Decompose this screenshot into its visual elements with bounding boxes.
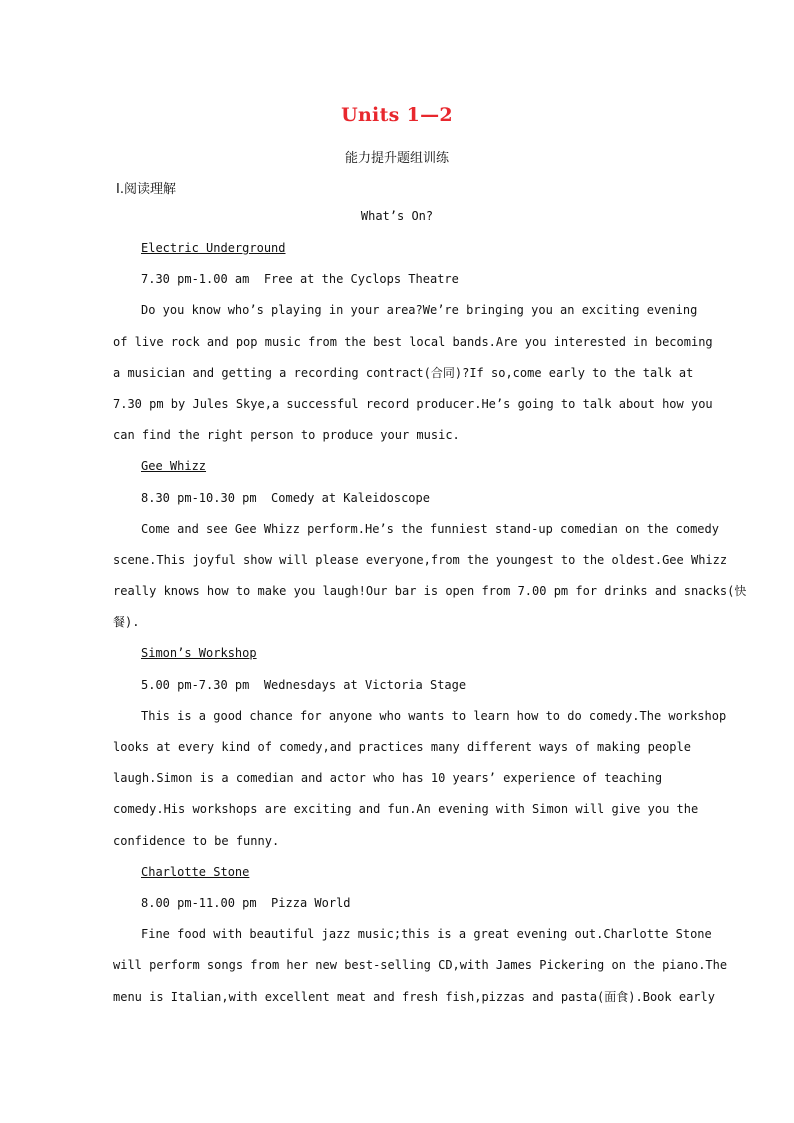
- body-text-line: 餐).: [113, 615, 140, 630]
- body-text-line: laugh.Simon is a comedian and actor who has 10 years’ experience of teaching: [113, 771, 663, 786]
- body-text-line: menu is Italian,with excellent meat and fresh fish,pizzas and pasta(面食).Book early: [113, 989, 715, 1004]
- event-heading: Gee Whizz: [141, 459, 207, 474]
- body-text-line: confidence to be funny.: [113, 833, 280, 848]
- section-heading: Ⅰ.阅读理解: [116, 182, 176, 197]
- body-text-line: Fine food with beautiful jazz music;this is a great evening out.Charlotte Stone: [141, 927, 712, 942]
- body-text-line: comedy.His workshops are exciting and fun.An evening with Simon will give you the: [113, 802, 699, 817]
- body-text-line: 7.30 pm-1.00 am Free at the Cyclops Theatre: [141, 272, 459, 287]
- event-heading: Charlotte Stone: [141, 864, 250, 879]
- body-text-line: looks at every kind of comedy,and practices many different ways of making people: [113, 740, 691, 754]
- body-text-line: 5.00 pm-7.30 pm Wednesdays at Victoria Stage: [141, 677, 467, 692]
- article-title: What’s On?: [360, 209, 434, 223]
- body-text-line: can find the right person to produce your music.: [113, 428, 460, 443]
- event-heading: Simon’s Workshop: [141, 646, 257, 661]
- page-title: Units 1—2: [341, 104, 453, 126]
- event-heading: Electric Underground: [141, 241, 286, 255]
- body-text-line: 7.30 pm by Jules Skye,a successful record producer.He’s going to talk about how you: [113, 396, 713, 411]
- body-text-line: 8.30 pm-10.30 pm Comedy at Kaleidoscope: [141, 490, 430, 505]
- body-text-line: Do you know who’s playing in your area?We’re bringing you an exciting evening: [141, 303, 698, 318]
- body-text-line: of live rock and pop music from the best local bands.Are you interested in becoming: [113, 334, 713, 349]
- body-text-line: scene.This joyful show will please everyone,from the youngest to the oldest.Gee Whizz: [113, 552, 728, 567]
- article-body: [113, 238, 747, 1018]
- body-text-line: a musician and getting a recording contract(合同)?If so,come early to the talk at: [113, 365, 694, 380]
- body-text-line: This is a good chance for anyone who wants to learn how to do comedy.The workshop: [141, 708, 727, 723]
- body-text-line: really knows how to make you laugh!Our bar is open from 7.00 pm for drinks and snacks(快: [113, 584, 747, 599]
- page-subtitle: 能力提升题组训练: [344, 151, 449, 166]
- body-text-line: will perform songs from her new best-selling CD,with James Pickering on the piano.The: [113, 958, 728, 973]
- body-text-line: Come and see Gee Whizz perform.He’s the funniest stand-up comedian on the comedy: [141, 521, 719, 536]
- body-text-line: 8.00 pm-11.00 pm Pizza World: [141, 895, 351, 910]
